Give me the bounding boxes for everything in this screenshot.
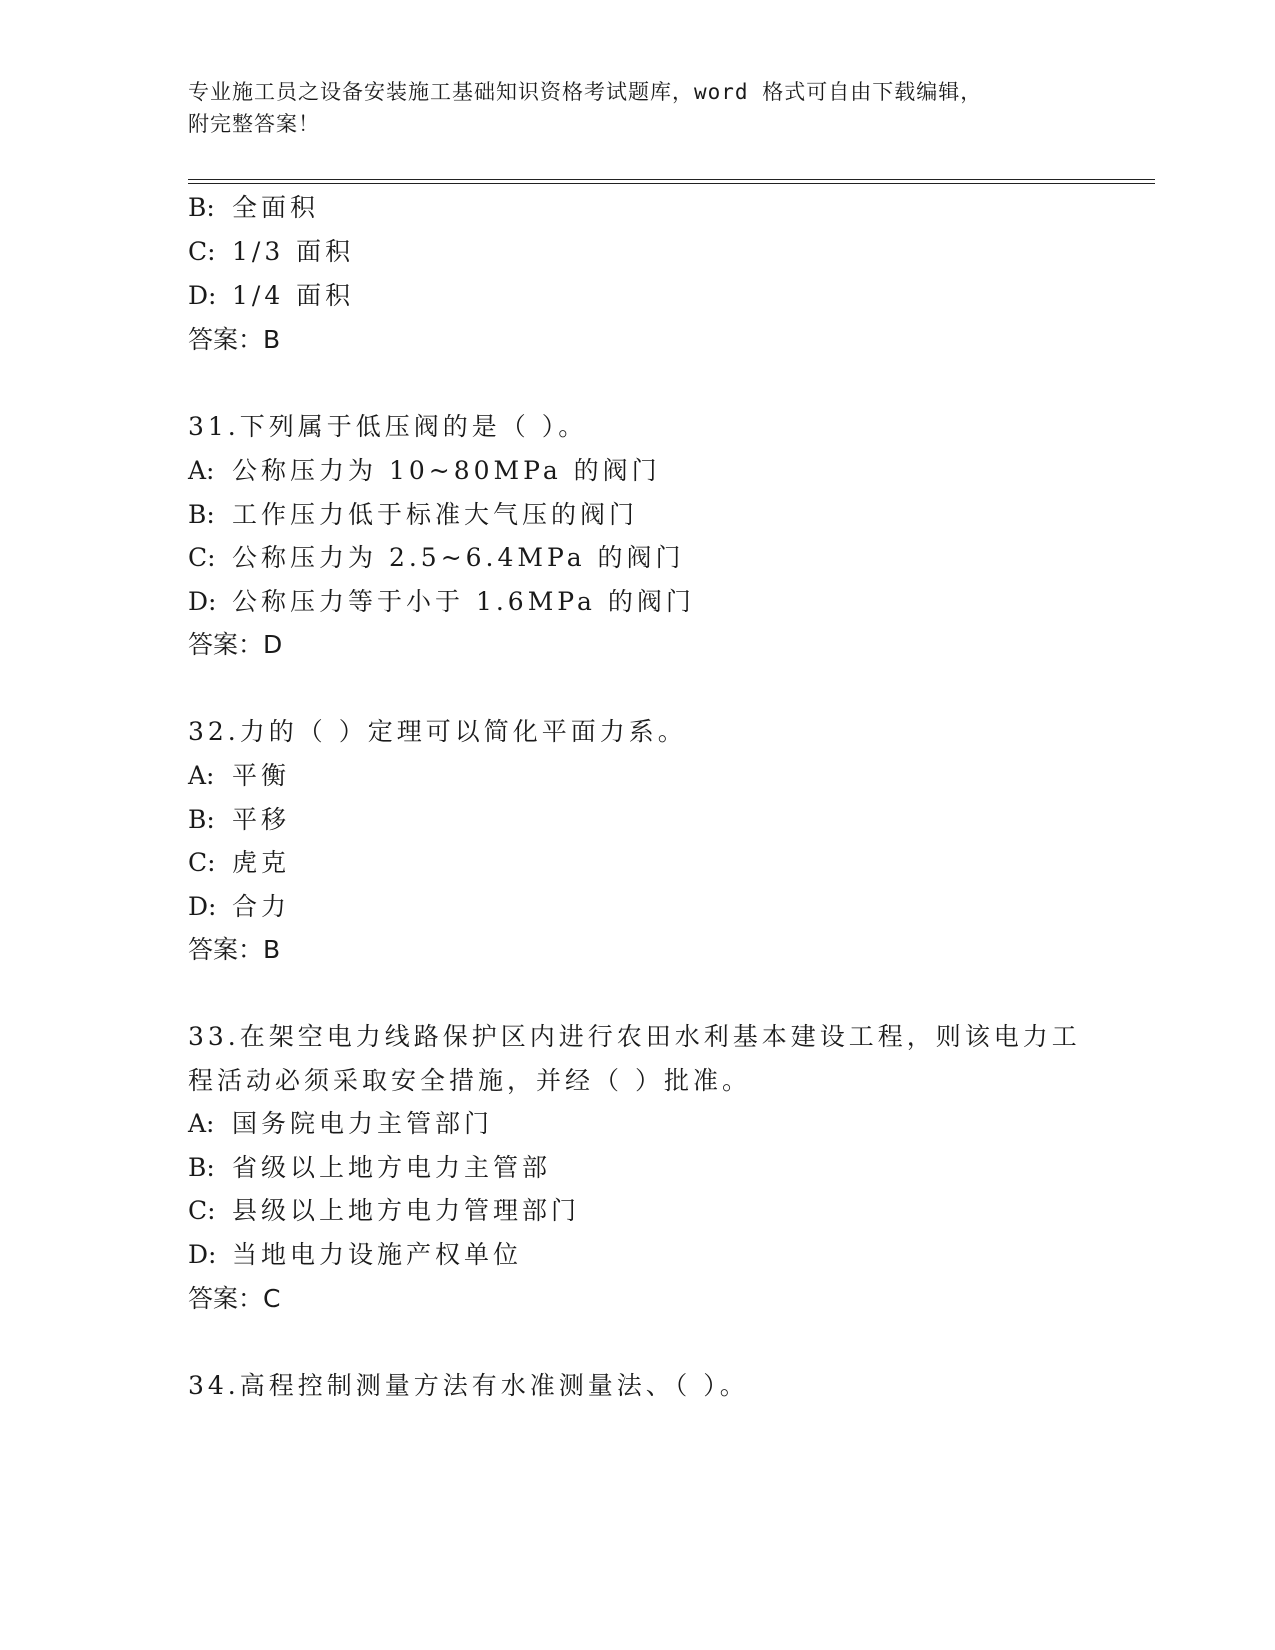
q31-answer: 答案：D [188,630,283,659]
option-letter: A: [188,1109,215,1138]
header-line-2: 附完整答案！ [188,112,320,136]
q33-option-a [188,1107,493,1141]
option-letter: A: [188,761,215,790]
q30-option-d [188,279,354,313]
q30-answer: 答案：B [188,325,281,354]
option-letter: B: [188,1153,215,1182]
q33-option-c [188,1194,580,1228]
q33-option-b [188,1151,551,1185]
q32-question: 32.力的（ ）定理可以简化平面力系。 [188,717,687,746]
q30-option-c [188,235,354,269]
option-letter: C: [188,1196,216,1225]
option-letter: D: [188,1240,217,1269]
option-letter: D: [188,281,217,310]
q32-answer: 答案：B [188,935,281,964]
option-letter: D: [188,587,217,616]
option-text: 合力 [232,892,291,921]
q31-question: 31.下列属于低压阀的是（ ）。 [188,412,588,441]
option-text: 省级以上地方电力主管部 [232,1153,552,1182]
option-text: 1/4 面积 [232,281,355,310]
q33-option-d [188,1238,522,1272]
q33-answer: 答案：C [188,1284,281,1313]
option-letter: B: [188,805,215,834]
option-text: 县级以上地方电力管理部门 [232,1196,581,1225]
option-text: 工作压力低于标准大气压的阀门 [232,500,639,529]
option-letter: C: [188,848,216,877]
option-text: 虎克 [232,848,291,877]
option-letter: B: [188,193,215,222]
option-letter: D: [188,892,217,921]
option-text: 平移 [232,805,291,834]
q31-option-c [188,541,685,575]
header-line-1: 专业施工员之设备安装施工基础知识资格考试题库，word 格式可自由下载编辑， [188,80,983,104]
q32-option-d [188,890,290,924]
q32-option-a [188,759,290,793]
q33-question-line-1: 33.在架空电力线路保护区内进行农田水利基本建设工程，则该电力工 [188,1022,1081,1051]
option-letter: B: [188,500,215,529]
q31-option-a [188,454,661,488]
document-header [188,76,1068,140]
option-text: 平衡 [232,761,291,790]
option-letter: C: [188,543,216,572]
header-divider-top [188,179,1155,180]
q33-question-line-2: 程活动必须采取安全措施，并经（ ）批准。 [188,1066,751,1095]
header-divider-bottom [188,183,1155,184]
option-letter: C: [188,237,216,266]
option-text: 1/3 面积 [232,237,355,266]
option-letter: A: [188,456,215,485]
option-text: 公称压力为 2.5~6.4MPa 的阀门 [232,543,685,572]
option-text: 国务院电力主管部门 [232,1109,494,1138]
option-text: 当地电力设施产权单位 [232,1240,523,1269]
option-text: 公称压力为 10~80MPa 的阀门 [232,456,661,485]
q32-option-c [188,846,290,880]
q31-option-d [188,585,695,619]
q30-option-b [188,191,319,225]
option-text: 全面积 [232,193,320,222]
q34-question: 34.高程控制测量方法有水准测量法、（ ）。 [188,1371,749,1400]
option-text: 公称压力等于小于 1.6MPa 的阀门 [232,587,695,616]
q32-option-b [188,803,290,837]
q31-option-b [188,498,638,532]
